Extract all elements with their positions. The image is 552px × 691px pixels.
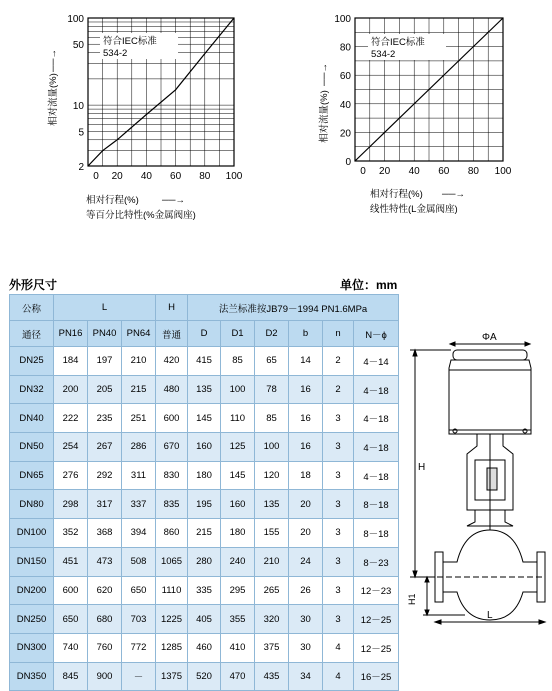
table-cell: 830 (156, 461, 188, 490)
table-cell: 8－18 (354, 490, 399, 519)
table-cell: 120 (255, 461, 289, 490)
header-sub-cell: PN64 (122, 321, 156, 347)
chart1-y-tick-label: 5 (78, 127, 84, 139)
row-label-cell: DN300 (10, 633, 54, 662)
table-cell: 1065 (156, 547, 188, 576)
row-label-cell: DN40 (10, 404, 54, 433)
table-cell: 860 (156, 519, 188, 548)
table-cell: 235 (88, 404, 122, 433)
table-cell: 200 (54, 375, 88, 404)
table-cell: 317 (88, 490, 122, 519)
table-cell: 16－25 (354, 662, 399, 691)
table-cell: 222 (54, 404, 88, 433)
dim-l-label: L (487, 610, 493, 621)
row-label-cell: DN50 (10, 433, 54, 462)
table-cell: 740 (54, 633, 88, 662)
header-sub-cell: D2 (255, 321, 289, 347)
table-row (10, 490, 399, 519)
table-cell: 12－25 (354, 633, 399, 662)
table-cell: 145 (188, 404, 221, 433)
chart1-annotation-2: 534-2 (103, 48, 128, 59)
table-cell: 276 (54, 461, 88, 490)
table-cell: 320 (255, 605, 289, 634)
table-row (10, 519, 399, 548)
table-cell: 4－18 (354, 404, 399, 433)
chart2-x-tick-label: 20 (379, 166, 391, 177)
table-cell: 100 (221, 375, 255, 404)
row-label-cell: DN32 (10, 375, 54, 404)
table-cell: 670 (156, 433, 188, 462)
chart2-ylabel (318, 63, 330, 143)
table-cell: 298 (54, 490, 88, 519)
table-cell: 135 (255, 490, 289, 519)
chart1-x-tick-label: 80 (199, 171, 211, 182)
row-label-cell: DN80 (10, 490, 54, 519)
table-cell: 1375 (156, 662, 188, 691)
table-row (10, 347, 399, 376)
table-row (10, 605, 399, 634)
header-sub-cell: 通径 (10, 321, 54, 347)
table-cell: 215 (122, 375, 156, 404)
table-cell: 24 (289, 547, 323, 576)
table-cell: 760 (88, 633, 122, 662)
chart1-xlabel: 相对行程(%) (86, 195, 139, 206)
chart2-y-tick-label: 20 (339, 128, 351, 140)
table-cell: 267 (88, 433, 122, 462)
table-cell: 3 (323, 433, 354, 462)
table-cell: 30 (289, 605, 323, 634)
table-cell: 135 (188, 375, 221, 404)
chart2-ylabel-arrow: ──→ (319, 63, 330, 86)
header-sub-cell: b (289, 321, 323, 347)
header-sub-cell: PN40 (88, 321, 122, 347)
equal-percentage-chart (0, 0, 270, 232)
unit-label: 单位：mm (340, 278, 398, 292)
table-row (10, 547, 399, 576)
table-cell: 16 (289, 375, 323, 404)
table-cell: 78 (255, 375, 289, 404)
table-cell: 473 (88, 547, 122, 576)
table-cell: 215 (188, 519, 221, 548)
table-cell: 335 (188, 576, 221, 605)
table-row (10, 633, 399, 662)
chart2-x-tick-label: 60 (438, 166, 450, 177)
table-cell: 180 (188, 461, 221, 490)
chart1-y-tick-label: 10 (72, 101, 84, 113)
table-cell: 197 (88, 347, 122, 376)
chart2-annotation-1: 符合IEC标准 (371, 37, 425, 48)
table-cell: 155 (255, 519, 289, 548)
dim-h1-label: H1 (407, 593, 417, 605)
table-cell: 3 (323, 576, 354, 605)
row-label-cell: DN250 (10, 605, 54, 634)
header-sub-cell: N－ϕ (354, 321, 399, 347)
table-cell: 110 (221, 404, 255, 433)
table-cell: 4－18 (354, 461, 399, 490)
chart2-x-tick-label: 40 (408, 166, 420, 177)
table-cell: 845 (54, 662, 88, 691)
table-cell: 1285 (156, 633, 188, 662)
table-cell: 160 (221, 490, 255, 519)
row-label-cell: DN100 (10, 519, 54, 548)
row-label-cell: DN350 (10, 662, 54, 691)
header-flange-standard: 法兰标准按JB79－1994 PN1.6MPa (188, 295, 399, 321)
table-cell: － (122, 662, 156, 691)
table-cell: 145 (221, 461, 255, 490)
chart2-y-tick-label: 80 (339, 42, 351, 54)
table-cell: 34 (289, 662, 323, 691)
table-cell: 12－23 (354, 576, 399, 605)
table-cell: 650 (54, 605, 88, 634)
table-cell: 125 (221, 433, 255, 462)
table-cell: 205 (88, 375, 122, 404)
table-row (10, 662, 399, 691)
table-cell: 295 (221, 576, 255, 605)
table-cell: 415 (188, 347, 221, 376)
table-cell: 410 (221, 633, 255, 662)
table-cell: 311 (122, 461, 156, 490)
actuator-body (449, 360, 531, 434)
table-cell: 20 (289, 490, 323, 519)
dimension-table (9, 294, 399, 691)
table-cell: 210 (255, 547, 289, 576)
row-label-cell: DN25 (10, 347, 54, 376)
table-cell: 4－14 (354, 347, 399, 376)
chart1-y-tick-label: 2 (78, 162, 84, 173)
table-cell: 460 (188, 633, 221, 662)
table-cell: 240 (221, 547, 255, 576)
table-cell: 680 (88, 605, 122, 634)
table-cell: 420 (156, 347, 188, 376)
table-cell: 4－18 (354, 433, 399, 462)
table-cell: 160 (188, 433, 221, 462)
table-row (10, 433, 399, 462)
table-cell: 8－18 (354, 519, 399, 548)
chart1-ylabel-text: 相对流量(%) (48, 73, 59, 126)
table-cell: 1225 (156, 605, 188, 634)
indicator-scale (487, 468, 497, 490)
table-cell: 85 (221, 347, 255, 376)
chart1-x-tick-label: 20 (111, 171, 123, 182)
table-cell: 451 (54, 547, 88, 576)
table-cell: 20 (289, 519, 323, 548)
chart2-xlabel-arrow: ──→ (442, 189, 465, 200)
table-cell: 4 (323, 662, 354, 691)
table-cell: 2 (323, 347, 354, 376)
header-sub-cell: 普通 (156, 321, 188, 347)
table-cell: 352 (54, 519, 88, 548)
table-cell: 16 (289, 433, 323, 462)
table-cell: 18 (289, 461, 323, 490)
linear-chart (270, 0, 552, 232)
table-row (10, 375, 399, 404)
table-cell: 355 (221, 605, 255, 634)
table-cell: 210 (122, 347, 156, 376)
table-cell: 100 (255, 433, 289, 462)
table-cell: 195 (188, 490, 221, 519)
chart1-x-tick-label: 0 (93, 171, 99, 182)
table-cell: 280 (188, 547, 221, 576)
chart2-title: 线性特性(L金属阀座) (370, 204, 458, 215)
table-cell: 292 (88, 461, 122, 490)
chart2-x-tick-label: 100 (494, 166, 512, 177)
table-cell: 772 (122, 633, 156, 662)
header-sub-cell: D (188, 321, 221, 347)
table-cell: 180 (221, 519, 255, 548)
row-label-cell: DN150 (10, 547, 54, 576)
chart1-y-tick-label: 50 (72, 40, 84, 52)
table-cell: 85 (255, 404, 289, 433)
table-cell: 4 (323, 633, 354, 662)
table-cell: 900 (88, 662, 122, 691)
table-cell: 520 (188, 662, 221, 691)
header-sub-cell: PN16 (54, 321, 88, 347)
section-title: 外形尺寸 (9, 278, 58, 292)
table-cell: 835 (156, 490, 188, 519)
table-cell: 2 (323, 375, 354, 404)
chart2-xlabel: 相对行程(%) (370, 189, 423, 200)
table-cell: 337 (122, 490, 156, 519)
chart2-y-tick-label: 60 (339, 71, 351, 83)
table-row (10, 576, 399, 605)
actuator-cap (453, 350, 527, 360)
table-cell: 251 (122, 404, 156, 433)
table-cell: 26 (289, 576, 323, 605)
table-cell: 480 (156, 375, 188, 404)
table-cell: 703 (122, 605, 156, 634)
header-sub-cell: D1 (221, 321, 255, 347)
table-cell: 375 (255, 633, 289, 662)
table-cell: 3 (323, 490, 354, 519)
table-cell: 3 (323, 605, 354, 634)
table-cell: 65 (255, 347, 289, 376)
header-l: L (54, 295, 156, 321)
chart1-ylabel (47, 49, 59, 126)
valve-body (435, 530, 545, 620)
table-header-row-2 (10, 321, 399, 347)
table-cell: 3 (323, 519, 354, 548)
row-label-cell: DN200 (10, 576, 54, 605)
header-h: H (156, 295, 188, 321)
table-header-row-1 (10, 295, 399, 321)
chart1-title: 等百分比特性(%金属阀座) (86, 210, 196, 221)
chart1-x-tick-label: 60 (170, 171, 182, 182)
table-row (10, 461, 399, 490)
chart2-y-tick-label: 40 (339, 99, 351, 111)
chart2-annotation-2: 534-2 (371, 49, 396, 60)
chart1-xlabel-arrow: ──→ (162, 195, 185, 206)
table-cell: 30 (289, 633, 323, 662)
chart1-x-tick-label: 40 (140, 171, 152, 182)
valve-outline-drawing (405, 330, 552, 630)
chart2-x-tick-label: 0 (360, 166, 366, 177)
table-cell: 254 (54, 433, 88, 462)
table-cell: 394 (122, 519, 156, 548)
table-cell: 1110 (156, 576, 188, 605)
table-cell: 184 (54, 347, 88, 376)
chart2-x-tick-label: 80 (467, 166, 479, 177)
table-cell: 508 (122, 547, 156, 576)
chart1-x-tick-label: 100 (225, 171, 243, 182)
table-row (10, 404, 399, 433)
dim-phi-a-label: ΦA (482, 332, 497, 343)
table-cell: 620 (88, 576, 122, 605)
chart1-ylabel-arrow: ──→ (48, 49, 59, 72)
table-cell: 265 (255, 576, 289, 605)
table-cell: 405 (188, 605, 221, 634)
dim-h-label: H (418, 462, 426, 473)
row-label-cell: DN65 (10, 461, 54, 490)
table-cell: 16 (289, 404, 323, 433)
table-cell: 3 (323, 404, 354, 433)
header-sub-cell: n (323, 321, 354, 347)
table-body (10, 347, 399, 691)
header-nominal: 公称 (10, 295, 54, 321)
table-cell: 12－25 (354, 605, 399, 634)
chart1-y-tick-label: 100 (67, 14, 84, 25)
table-cell: 600 (54, 576, 88, 605)
table-cell: 3 (323, 461, 354, 490)
table-cell: 8－23 (354, 547, 399, 576)
chart2-y-tick-label: 0 (345, 157, 351, 168)
table-cell: 286 (122, 433, 156, 462)
chart2-y-tick-label: 100 (334, 14, 351, 25)
table-cell: 435 (255, 662, 289, 691)
table-cell: 650 (122, 576, 156, 605)
table-cell: 470 (221, 662, 255, 691)
table-cell: 4－18 (354, 375, 399, 404)
table-cell: 368 (88, 519, 122, 548)
table-cell: 3 (323, 547, 354, 576)
table-cell: 14 (289, 347, 323, 376)
table-cell: 600 (156, 404, 188, 433)
chart2-ylabel-text: 相对流量(%) (319, 90, 330, 143)
chart1-annotation-1: 符合IEC标准 (103, 36, 157, 47)
